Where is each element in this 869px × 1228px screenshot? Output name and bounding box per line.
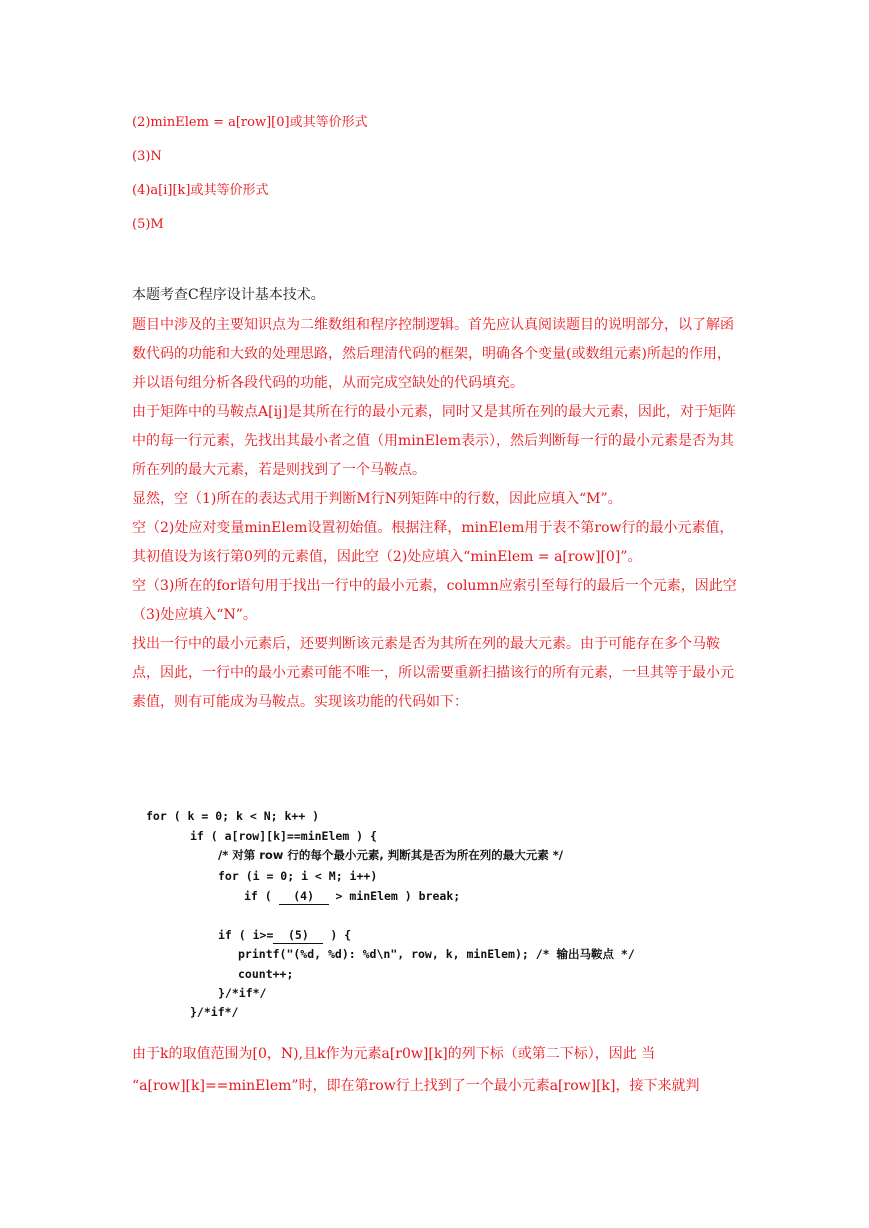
code-line: if ( a[row][k]==minElem ) {	[190, 829, 377, 843]
code-comment: /* 对第 row 行的每个最小元素, 判断其是否为所在列的最大元素 */	[218, 848, 564, 862]
code-line	[218, 927, 351, 944]
paragraph-blank-2: 空（2)处应对变量minElem设置初始值。根据注释，minElem用于表不第row行的最小元素值，其初值设为该行第0列的元素值，因此空（2)处应填入“minElem = a[row][0]”。	[132, 520, 734, 565]
intro-line: 本题考查C程序设计基本技术。	[132, 287, 325, 303]
code-line: for (i = 0; i < M; i++)	[218, 869, 378, 883]
blank-4: (4)	[279, 888, 329, 905]
paragraph-blank-3: 空（3)所在的for语句用于找出一行中的最小元素，column应索引至每行的最后一个元素，因此空（3)处应填入“N”。	[132, 578, 737, 623]
code-text: if ( i>=	[218, 928, 274, 942]
code-line: for ( k = 0; k < N; k++ )	[146, 809, 320, 823]
code-line: }/*if*/	[218, 986, 267, 1000]
bottom-line-2: “a[row][k]==minElem”时，即在第row行上找到了一个最小元素a[row][k]，接下来就判	[132, 1078, 700, 1094]
answer-4: (4)a[i][k]或其等价形式	[132, 183, 269, 198]
paragraph-knowledge: 题目中涉及的主要知识点为二维数组和程序控制逻辑。首先应认真阅读题目的说明部分，以了解函数代码的功能和大致的处理思路，然后理清代码的框架，明确各个变量(或数组元素)所起的作用，并以语句组分析各段代码的功能，从而完成空缺处的代码填充。	[132, 317, 734, 391]
analysis-text	[132, 311, 742, 717]
answer-5: (5)M	[132, 217, 164, 232]
code-line: printf("(%d, %d): %d\n", row, k, minElem); /* 输出马鞍点 */	[238, 947, 635, 961]
paragraph-max-check: 找出一行中的最小元素后，还要判断该元素是否为其所在列的最大元素。由于可能存在多个马鞍点，因此，一行中的最小元素可能不唯一，所以需要重新扫描该行的所有元素，一旦其等于最小元素值，则有可能成为马鞍点。实现该功能的代码如下：	[132, 636, 734, 710]
paragraph-saddle-point: 由于矩阵中的马鞍点A[ij]是其所在行的最小元素，同时又是其所在列的最大元素，因此，对于矩阵中的每一行元素，先找出其最小者之值（用minElem表示），然后判断每一行的最小元素是否为其所在列的最大元素，若是则找到了一个马鞍点。	[132, 404, 736, 478]
code-figure	[146, 802, 666, 1024]
code-line: }/*if*/	[190, 1005, 239, 1019]
answer-2: (2)minElem = a[row][0]或其等价形式	[132, 115, 368, 130]
code-text: if (	[244, 889, 279, 903]
blank-5: (5)	[273, 927, 323, 944]
code-text: ) {	[323, 928, 352, 942]
code-line	[244, 888, 460, 905]
code-line: count++;	[238, 967, 294, 981]
bottom-line-1: 由于k的取值范围为[0，N),且k作为元素a[r0w][k]的列下标（或第二下标），因此 当	[132, 1046, 656, 1062]
answer-3: (3)N	[132, 149, 162, 164]
code-text: > minElem ) break;	[328, 889, 461, 903]
paragraph-blank-1: 显然，空（1)所在的表达式用于判断M行N列矩阵中的行数，因此应填入“M”。	[132, 491, 622, 507]
